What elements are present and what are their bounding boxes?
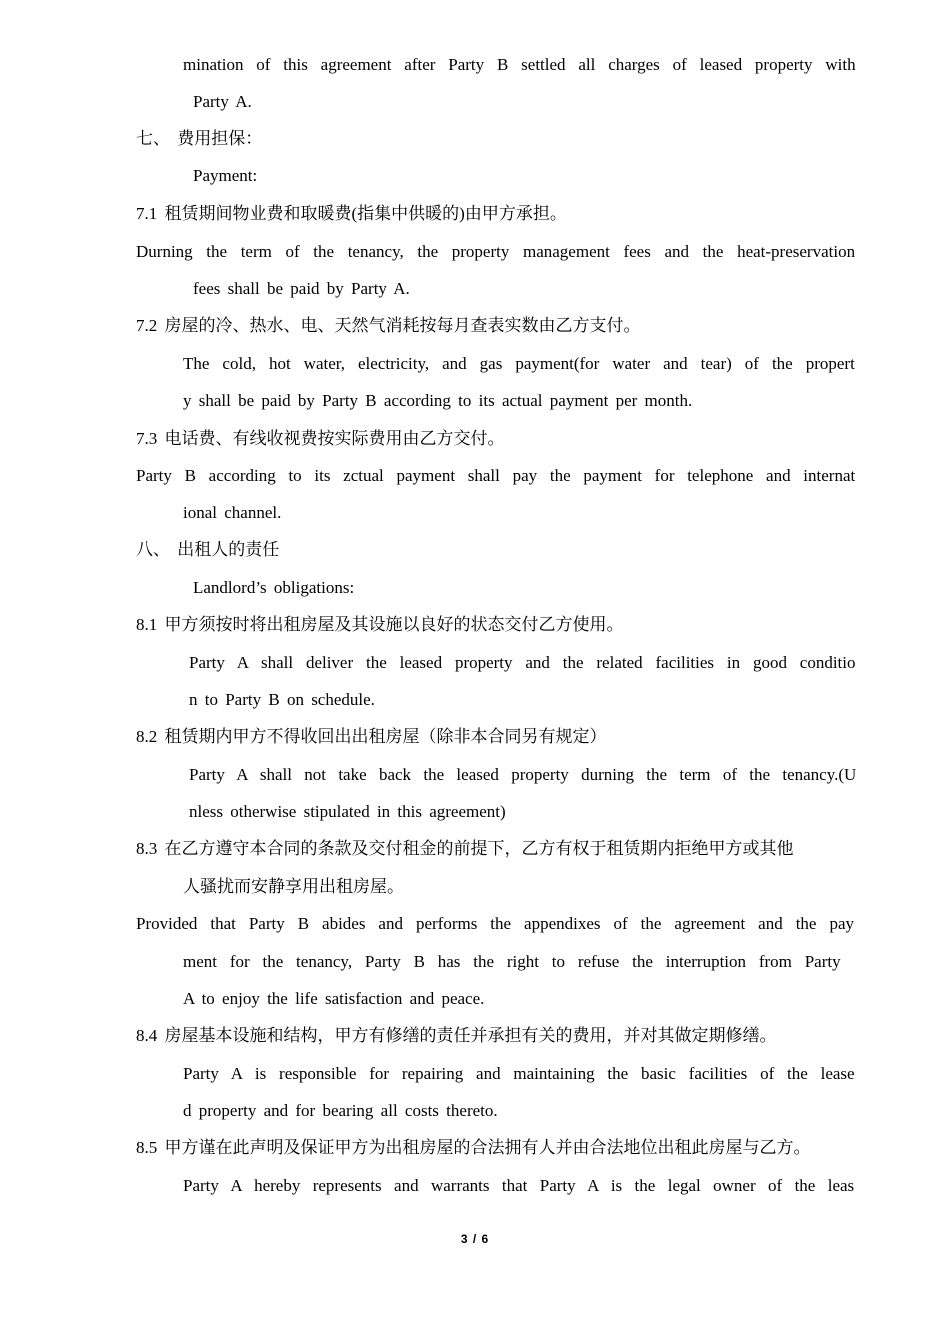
text-line: Provided that Party B abides and performs the appendixes of the agreement and the pay (136, 914, 855, 933)
text-line: Durning the term of the tenancy, the property management fees and the heat-preservation (136, 242, 856, 261)
clause-heading: 人骚扰而安静享用出租房屋。 (183, 877, 404, 896)
text-line: y shall be paid by Party B according to its actual payment per month. (183, 391, 693, 410)
text-line: n to Party B on schedule. (189, 690, 375, 709)
text-line: A to enjoy the life satisfaction and peace. (183, 989, 485, 1008)
clause-heading: 8.2 租赁期内甲方不得收回出出租房屋（除非本合同另有规定） (136, 727, 607, 746)
text-line: The cold, hot water, electricity, and gas payment(for water and tear) of the propert (183, 354, 855, 373)
clause-heading: 7.1 租赁期间物业费和取暖费(指集中供暖的)由甲方承担。 (136, 204, 567, 223)
section-heading-en: Payment: (193, 166, 258, 185)
clause-heading: 8.5 甲方谨在此声明及保证甲方为出租房屋的合法拥有人并由合法地位出租此房屋与乙方。 (136, 1138, 811, 1157)
section-heading: 八、 出租人的责任 (136, 540, 280, 559)
clause-heading: 8.1 甲方须按时将出租房屋及其设施以良好的状态交付乙方使用。 (136, 615, 624, 634)
text-line: Party A is responsible for repairing and maintaining the basic facilities of the lease (183, 1064, 855, 1083)
text-line: ment for the tenancy, Party B has the right to refuse the interruption from Party (183, 952, 841, 971)
text-line: Party B according to its zctual payment shall pay the payment for telephone and internat (136, 466, 856, 485)
text-line: Party A shall not take back the leased property durning the term of the tenancy.(U (189, 765, 857, 784)
clause-heading: 7.2 房屋的冷、热水、电、天然气消耗按每月查表实数由乙方支付。 (136, 316, 641, 335)
section-heading: 七、 费用担保： (136, 129, 263, 148)
clause-heading: 8.3 在乙方遵守本合同的条款及交付租金的前提下，乙方有权于租赁期内拒绝甲方或其他 (136, 839, 794, 858)
section-heading-en: Landlord’s obligations: (193, 578, 355, 597)
clause-heading: 8.4 房屋基本设施和结构，甲方有修缮的责任并承担有关的费用，并对其做定期修缮。 (136, 1026, 777, 1045)
text-line: ional channel. (183, 503, 282, 522)
page-number: 3 / 6 (460, 1232, 490, 1246)
text-line: fees shall be paid by Party A. (193, 279, 410, 298)
text-line: d property and for bearing all costs thereto. (183, 1101, 498, 1120)
text-line: mination of this agreement after Party B settled all charges of leased property with (183, 55, 856, 74)
text-line: Party A shall deliver the leased property and the related facilities in good conditio (189, 653, 856, 672)
clause-heading: 7.3 电话费、有线收视费按实际费用由乙方交付。 (136, 429, 505, 448)
text-line: Party A. (193, 92, 252, 111)
text-line: nless otherwise stipulated in this agreement) (189, 802, 506, 821)
text-line: Party A hereby represents and warrants that Party A is the legal owner of the leas (183, 1176, 855, 1195)
